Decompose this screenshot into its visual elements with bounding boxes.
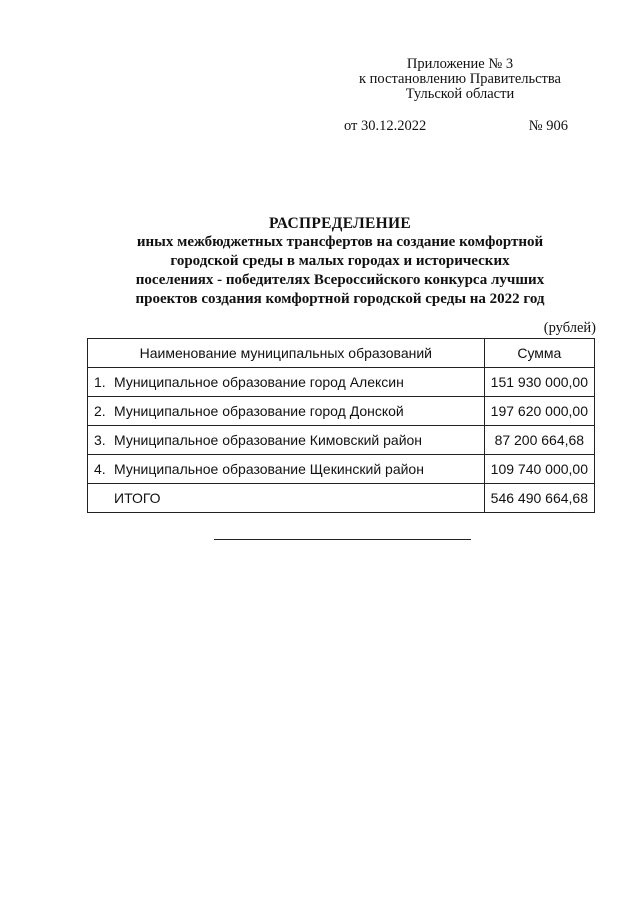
row-name-cell <box>88 455 485 484</box>
document-title <box>86 214 594 309</box>
annex-header <box>340 57 580 102</box>
table-row <box>88 368 595 397</box>
table-row <box>88 397 595 426</box>
title-line: проектов создания комфортной городской среды на 2022 год <box>135 291 545 307</box>
title-line: городской среды в малых городах и исторических <box>170 253 510 269</box>
row-index: 3. <box>94 432 106 448</box>
header-name: Наименование муниципальных образований <box>88 339 485 368</box>
row-name: Муниципальное образование Щекинский район <box>114 461 424 477</box>
total-label: ИТОГО <box>114 490 161 506</box>
row-sum: 151 930 000,00 <box>484 368 594 397</box>
annex-region: Тульской области <box>405 86 515 102</box>
row-sum: 109 740 000,00 <box>484 455 594 484</box>
units-label: (рублей) <box>543 320 596 336</box>
annex-decree-ref: к постановлению Правительства <box>359 71 561 87</box>
annex-number: Приложение № 3 <box>406 56 514 72</box>
total-label-cell <box>88 484 485 513</box>
title-line: иных межбюджетных трансфертов на создание комфортной <box>136 234 544 250</box>
row-name-cell <box>88 397 485 426</box>
row-name-cell <box>88 368 485 397</box>
title-line: поселениях - победителях Всероссийского конкурса лучших <box>135 272 545 288</box>
decree-date: от 30.12.2022 <box>344 118 427 134</box>
table-total-row <box>88 484 595 513</box>
row-name: Муниципальное образование Кимовский район <box>114 432 423 448</box>
row-name: Муниципальное образование город Алексин <box>114 374 404 390</box>
total-sum: 546 490 664,68 <box>484 484 594 513</box>
decree-number: № 906 <box>528 118 568 134</box>
closing-divider <box>214 539 471 540</box>
row-name: Муниципальное образование город Донской <box>114 403 404 419</box>
table-header-row <box>88 339 595 368</box>
distribution-table <box>87 338 595 513</box>
title-heading: РАСПРЕДЕЛЕНИЕ <box>269 215 411 232</box>
table-row <box>88 426 595 455</box>
row-index: 2. <box>94 403 106 419</box>
row-name-cell <box>88 426 485 455</box>
header-sum: Сумма <box>484 339 594 368</box>
row-sum: 87 200 664,68 <box>484 426 594 455</box>
row-sum: 197 620 000,00 <box>484 397 594 426</box>
row-index: 1. <box>94 374 106 390</box>
row-index: 4. <box>94 461 106 477</box>
table-row <box>88 455 595 484</box>
